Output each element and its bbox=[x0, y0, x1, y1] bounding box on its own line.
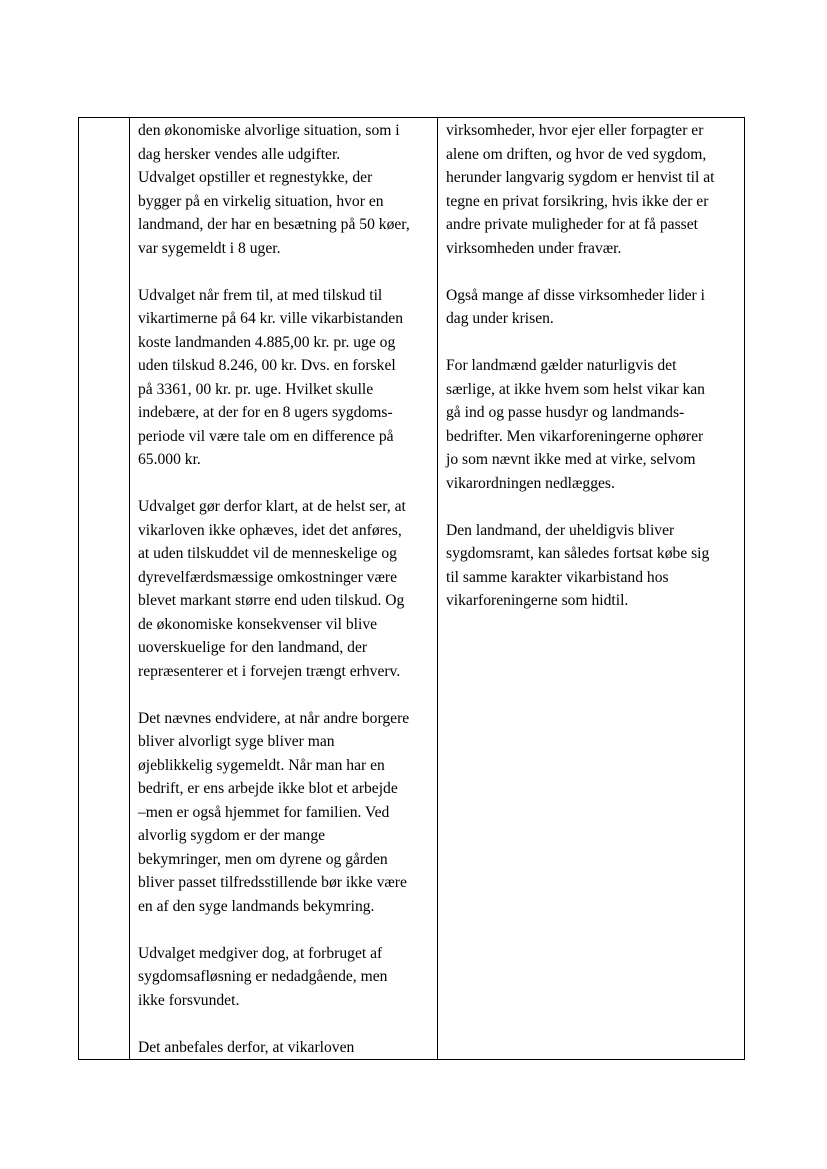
text-line: vikarforeningerne som hidtil. bbox=[446, 592, 629, 609]
text-line: sygdomsramt, kan således fortsat købe sig bbox=[446, 545, 710, 562]
text-line: Den landmand, der uheldigvis bliver bbox=[446, 521, 675, 539]
text-line: Også mange af disse virksomheder lider i bbox=[446, 286, 705, 304]
left-text-cell bbox=[130, 118, 438, 1060]
text-line: Det nævnes endvidere, at når andre borgere bbox=[138, 709, 410, 727]
text-line: uden tilskud 8.246, 00 kr. Dvs. en forskel bbox=[138, 357, 396, 374]
text-line: andre private muligheder for at få passet bbox=[446, 216, 698, 233]
text-line: dag hersker vendes alle udgifter. bbox=[138, 145, 341, 163]
text-line: Udvalget opstiller et regnestykke, der bbox=[138, 169, 373, 186]
text-line: ikke forsvundet. bbox=[138, 991, 240, 1009]
text-line: tegne en privat forsikring, hvis ikke der er bbox=[446, 192, 709, 210]
paragraph bbox=[138, 284, 431, 472]
paragraph bbox=[138, 942, 431, 1013]
paragraph bbox=[446, 284, 738, 331]
text-line: –men er også hjemmet for familien. Ved bbox=[138, 803, 390, 821]
text-line: bliver alvorligt syge bliver man bbox=[138, 733, 335, 750]
text-line: bedrift, er ens arbejde ikke blot et arbejde bbox=[138, 780, 398, 797]
text-line: For landmænd gælder naturligvis det bbox=[446, 357, 677, 374]
text-line: øjeblikkelig sygemeldt. Når man har en bbox=[138, 756, 385, 774]
text-line: til samme karakter vikarbistand hos bbox=[446, 568, 669, 586]
text-line: de økonomiske konsekvenser vil blive bbox=[138, 615, 378, 633]
text-line: var sygemeldt i 8 uger. bbox=[138, 239, 281, 257]
text-line: sygdomsafløsning er nedadgående, men bbox=[138, 968, 388, 985]
text-line: jo som nævnt ikke med at virke, selvom bbox=[446, 451, 696, 468]
right-text-column bbox=[438, 118, 744, 613]
text-line: blevet markant større end uden tilskud. Og bbox=[138, 592, 405, 609]
text-line: periode vil være tale om en difference på bbox=[138, 427, 394, 445]
paragraph bbox=[446, 119, 738, 260]
text-line: koste landmanden 4.885,00 kr. pr. uge og bbox=[138, 333, 396, 351]
text-line: indebære, at der for en 8 ugers sygdoms- bbox=[138, 404, 393, 421]
text-line: virksomheder, hvor ejer eller forpagter er bbox=[446, 122, 704, 139]
paragraph bbox=[138, 495, 431, 683]
text-line: vikarloven ikke ophæves, idet det anføres, bbox=[138, 521, 402, 539]
text-line: vikartimerne på 64 kr. ville vikarbistanden bbox=[138, 310, 404, 327]
paragraph bbox=[138, 1036, 431, 1060]
text-line: Det anbefales derfor, at vikarloven bbox=[138, 1038, 355, 1056]
text-line: Udvalget når frem til, at med tilskud til bbox=[138, 286, 383, 304]
text-line: virksomheden under fravær. bbox=[446, 239, 622, 257]
text-line: 65.000 kr. bbox=[138, 451, 201, 468]
text-line: bliver passet tilfredsstillende bør ikke være bbox=[138, 874, 407, 891]
text-line: landmand, der har en besætning på 50 køer, bbox=[138, 216, 410, 233]
text-line: gå ind og passe husdyr og landmands- bbox=[446, 404, 685, 421]
text-line: Udvalget gør derfor klart, at de helst ser, at bbox=[138, 498, 406, 515]
paragraph bbox=[138, 119, 431, 260]
text-line: Udvalget medgiver dog, at forbruget af bbox=[138, 944, 383, 962]
paragraph bbox=[446, 354, 738, 495]
text-line: på 3361, 00 kr. pr. uge. Hvilket skulle bbox=[138, 380, 374, 398]
text-line: en af den syge landmands bekymring. bbox=[138, 897, 375, 915]
right-text-cell bbox=[438, 118, 745, 1060]
document-table bbox=[78, 117, 745, 1060]
text-line: bygger på en virkelig situation, hvor en bbox=[138, 192, 384, 210]
text-line: at uden tilskuddet vil de menneskelige og bbox=[138, 545, 397, 562]
text-line: uoverskuelige for den landmand, der bbox=[138, 639, 368, 656]
text-line: repræsenterer et i forvejen trængt erhverv. bbox=[138, 662, 401, 680]
text-line: vikarordningen nedlægges. bbox=[446, 474, 615, 492]
left-text-column bbox=[130, 118, 437, 1059]
text-line: dag under krisen. bbox=[446, 310, 554, 327]
text-line: særlige, at ikke hvem som helst vikar kan bbox=[446, 380, 705, 398]
empty-margin-cell bbox=[79, 118, 130, 1060]
text-line: bedrifter. Men vikarforeningerne ophører bbox=[446, 427, 704, 445]
paragraph bbox=[446, 519, 738, 613]
text-line: bekymringer, men om dyrene og gården bbox=[138, 850, 388, 868]
text-line: dyrevelfærdsmæssige omkostninger være bbox=[138, 568, 397, 586]
table-row bbox=[79, 118, 745, 1060]
text-line: den økonomiske alvorlige situation, som i bbox=[138, 122, 400, 139]
paragraph bbox=[138, 707, 431, 919]
text-line: alene om driften, og hvor de ved sygdom, bbox=[446, 145, 707, 163]
text-line: herunder langvarig sygdom er henvist til at bbox=[446, 169, 715, 186]
text-line: alvorlig sygdom er der mange bbox=[138, 827, 326, 844]
